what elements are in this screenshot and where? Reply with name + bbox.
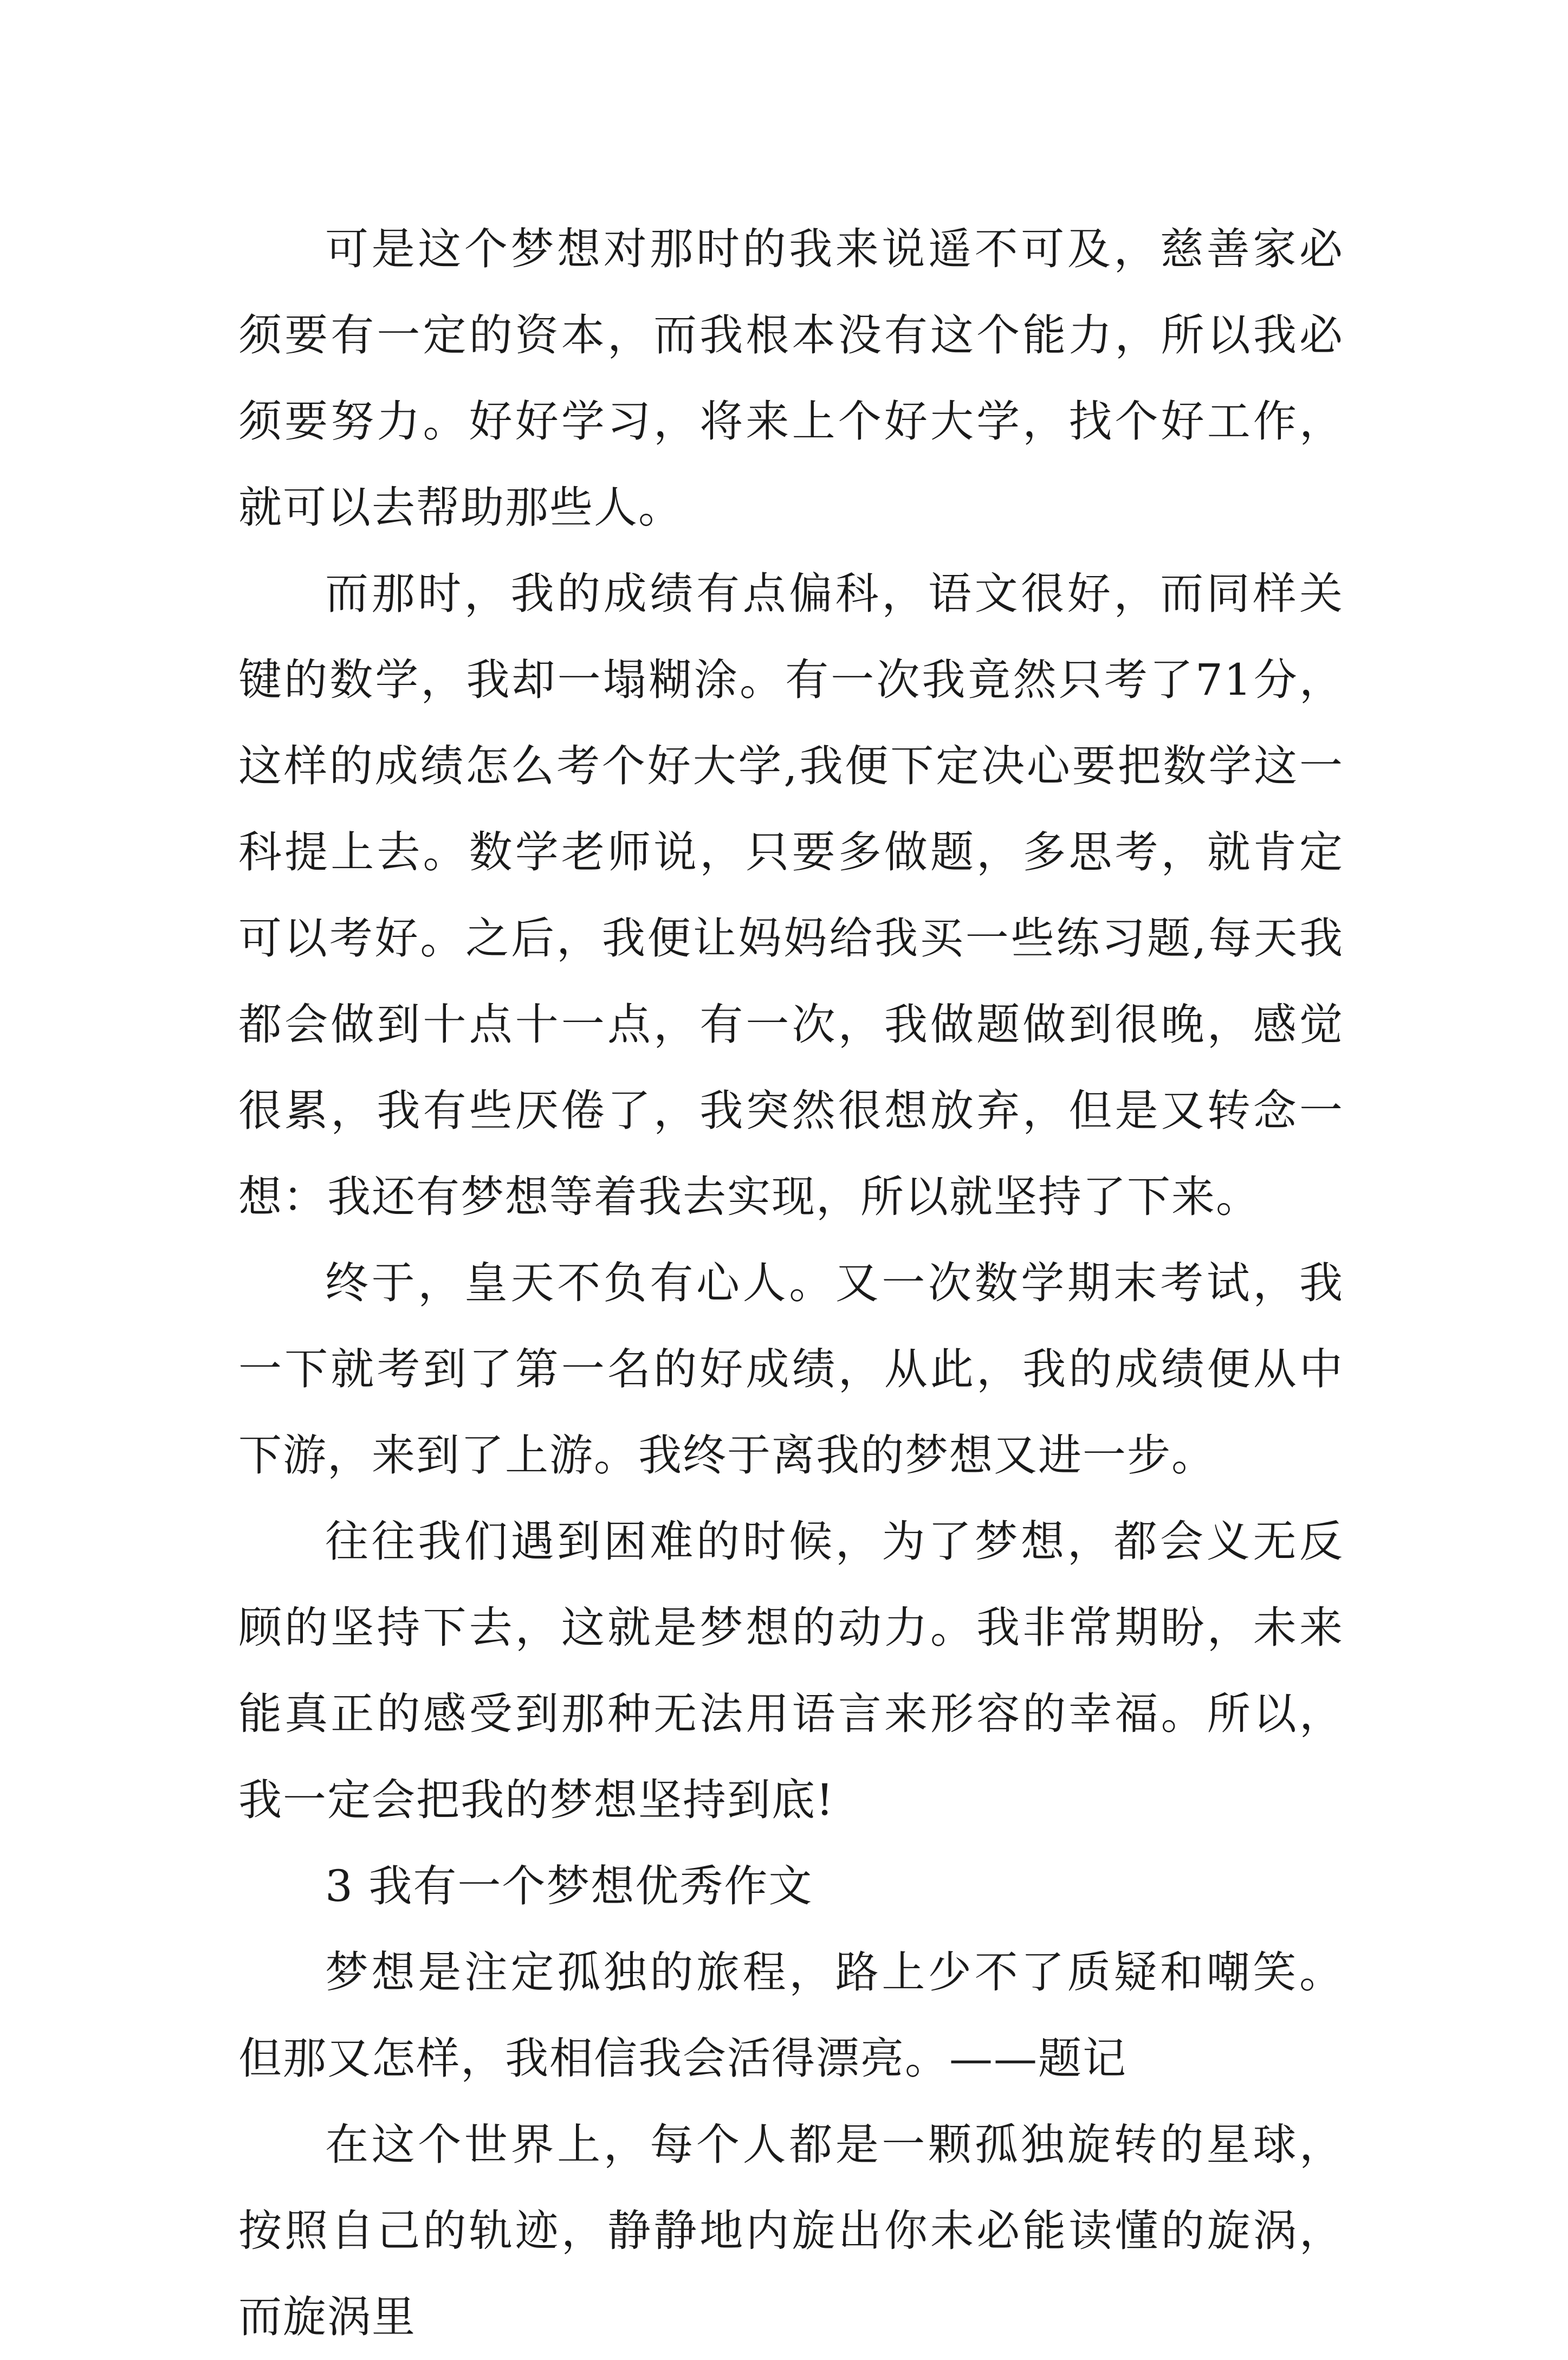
document-body <box>238 206 1344 2360</box>
paragraph: 终于，皇天不负有心人。又一次数学期末考试，我一下就考到了第一名的好成绩，从此，我的成绩便从中下游，来到了上游。我终于离我的梦想又进一步。 <box>238 1258 1344 1480</box>
paragraph: 梦想是注定孤独的旅程，路上少不了质疑和嘲笑。但那又怎样，我相信我会活得漂亮。——题记 <box>238 1947 1344 2084</box>
section-heading: 3 我有一个梦想优秀作文 <box>325 1861 813 1911</box>
paragraph: 在这个世界上，每个人都是一颗孤独旋转的星球，按照自己的轨迹，静静地内旋出你未必能读懂的旋涡，而旋涡里 <box>238 2119 1344 2342</box>
paragraph: 而那时，我的成绩有点偏科，语文很好，而同样关键的数学，我却一塌糊涂。有一次我竟然只考了71分，这样的成绩怎么考个好大学,我便下定决心要把数学这一科提上去。数学老师说，只要多做题，多思考，就肯定可以考好。之后，我便让妈妈给我买一些练习题,每天我都会做到十点十一点，有一次，我做题做到很晚，感觉很累，我有些厌倦了，我突然很想放弃，但是又转念一想：我还有梦想等着我去实现，所以就坚持了下来。 <box>238 568 1344 1222</box>
paragraph: 往往我们遇到困难的时候，为了梦想，都会义无反顾的坚持下去，这就是梦想的动力。我非常期盼，未来能真正的感受到那种无法用语言来形容的幸福。所以，我一定会把我的梦想坚持到底! <box>238 1516 1344 1825</box>
paragraph: 可是这个梦想对那时的我来说遥不可及，慈善家必须要有一定的资本，而我根本没有这个能力，所以我必须要努力。好好学习，将来上个好大学，找个好工作，就可以去帮助那些人。 <box>238 224 1344 533</box>
